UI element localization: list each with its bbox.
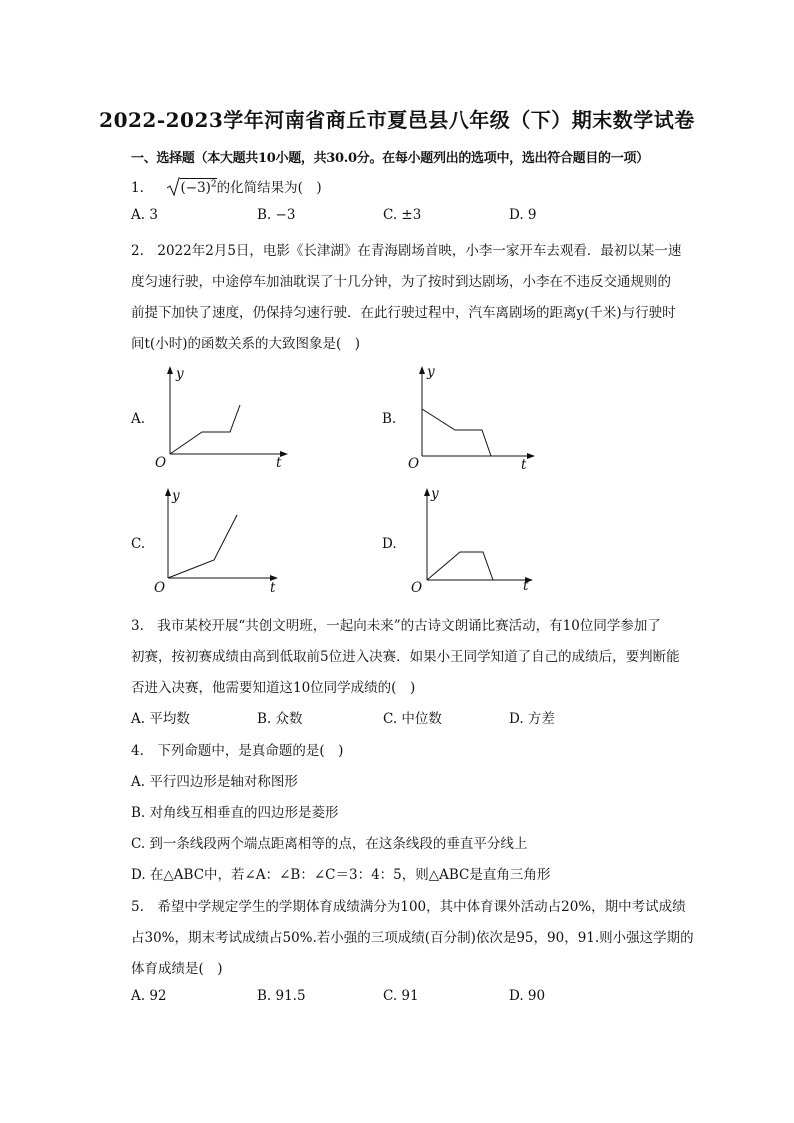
graph-a <box>150 364 290 474</box>
sqrt-exponent: 2 <box>210 179 217 190</box>
graph-a-x-axis: t <box>276 455 282 471</box>
graph-c-curve <box>168 515 237 578</box>
q5-option-c[interactable]: C. 91 <box>383 988 419 1004</box>
graph-c-y-axis: y <box>172 488 180 504</box>
graph-a-curve <box>170 405 240 454</box>
q3-option-a[interactable]: A. 平均数 <box>131 711 190 727</box>
sqrt-expression <box>166 177 216 197</box>
q3-line-1: 3. 我市某校开展“共创文明班，一起向未来”的古诗文朗诵比赛活动，有10位同学参加了 <box>131 618 661 634</box>
graph-c-label[interactable]: C. <box>131 536 146 552</box>
q2-line-1: 2. 2022年2月5日，电影《长津湖》在青海剧场首映，小李一家开车去观看．最初以某一速 <box>131 243 682 259</box>
sqrt-icon <box>166 177 180 197</box>
graph-a-y-axis: y <box>176 366 184 382</box>
q2-line-2: 度匀速行驶，中途停车加油耽误了十几分钟，为了按时到达剧场，小李在不违反交通规则的 <box>131 274 671 290</box>
graph-a-label[interactable]: A. <box>131 411 146 427</box>
q5-option-b[interactable]: B. 91.5 <box>257 988 306 1004</box>
q4-option-b[interactable]: B. 对角线互相垂直的四边形是菱形 <box>131 805 339 821</box>
graph-b <box>405 364 545 474</box>
question-1-text: 的化简结果为( ) <box>216 180 322 196</box>
q1-option-c[interactable]: C. ±3 <box>383 207 422 223</box>
graph-c-origin: O <box>154 580 166 596</box>
q4-option-c[interactable]: C. 到一条线段两个端点距离相等的点，在这条线段的垂直平分线上 <box>131 836 528 852</box>
q1-option-a[interactable]: A. 3 <box>131 207 158 223</box>
q5-line-3: 体育成绩是( ) <box>131 961 223 977</box>
graph-b-curve <box>422 409 491 456</box>
graph-d-origin: O <box>411 580 423 596</box>
q1-option-b[interactable]: B. −3 <box>257 207 296 223</box>
graph-d-x-axis: t <box>523 578 529 594</box>
q1-option-d[interactable]: D. 9 <box>509 207 537 223</box>
q3-option-b[interactable]: B. 众数 <box>257 711 303 727</box>
q4-option-a[interactable]: A. 平行四边形是轴对称图形 <box>131 774 298 790</box>
graph-a-origin: O <box>155 455 167 471</box>
graph-d-label[interactable]: D. <box>382 536 397 552</box>
graph-c <box>150 486 290 601</box>
q4-stem: 4. 下列命题中，是真命题的是( ) <box>131 743 344 759</box>
graph-d-y-axis: y <box>431 486 439 502</box>
graph-b-origin: O <box>408 456 420 472</box>
q5-option-d[interactable]: D. 90 <box>509 988 546 1004</box>
q2-line-4: 间t(小时)的函数关系的大致图象是( ) <box>131 336 360 352</box>
q5-option-a[interactable]: A. 92 <box>131 988 167 1004</box>
q3-option-d[interactable]: D. 方差 <box>509 711 555 727</box>
graph-c-x-axis: t <box>270 580 276 596</box>
sqrt-radicand: (−3) <box>180 180 211 196</box>
q5-line-1: 5. 希望中学规定学生的学期体育成绩满分为100，其中体育课外活动占20%，期中考试成绩 <box>131 899 686 915</box>
page-title: 2022-2023学年河南省商丘市夏邑县八年级（下）期末数学试卷 <box>99 108 695 132</box>
q4-option-d[interactable]: D. 在△ABC中，若∠A：∠B：∠C＝3：4：5，则△ABC是直角三角形 <box>131 867 551 883</box>
graph-b-label[interactable]: B. <box>382 411 397 427</box>
graph-b-x-axis: t <box>521 457 527 473</box>
question-1 <box>131 176 322 197</box>
question-1-number: 1. <box>131 180 144 196</box>
q3-line-2: 初赛，按初赛成绩由高到低取前5位进入决赛．如果小王同学知道了自己的成绩后，要判断能 <box>131 649 680 665</box>
q3-line-3: 否进入决赛，他需要知道这10位同学成绩的( ) <box>131 680 416 696</box>
q5-line-2: 占30%，期末考试成绩占50%.若小强的三项成绩(百分制)依次是95，90，91.则小强这学期的 <box>131 930 694 946</box>
graph-b-y-axis: y <box>427 364 435 380</box>
graph-d <box>405 486 545 601</box>
section-heading: 一、选择题（本大题共10小题，共30.0分。在每小题列出的选项中，选出符合题目的一项） <box>131 151 649 166</box>
q2-line-3: 前提下加快了速度，仍保持匀速行驶．在此行驶过程中，汽车离剧场的距离y(千米)与行驶时 <box>131 305 676 321</box>
graph-d-curve <box>427 552 493 580</box>
q3-option-c[interactable]: C. 中位数 <box>383 711 442 727</box>
